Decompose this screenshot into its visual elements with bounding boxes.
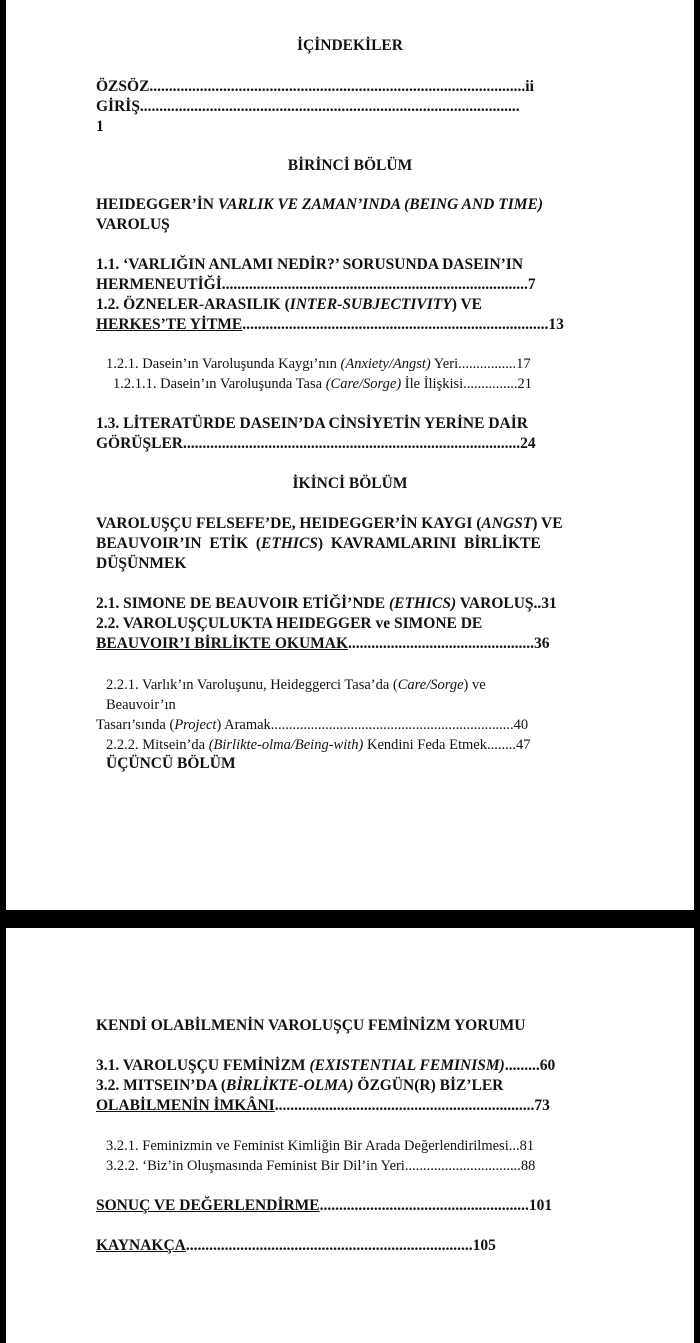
toc-entry-3-2-page: OLABİLMENİN İMKÂNI...................................................................73 bbox=[96, 1097, 550, 1114]
toc-entry-giris: GİRİŞ.................................................................................................. bbox=[96, 98, 520, 115]
part-two-heading: İKİNCİ BÖLÜM bbox=[292, 475, 408, 492]
part-two-title-line1: VAROLUŞÇU FELSEFE’DE, HEIDEGGER’İN KAYGI (ANGST) VE bbox=[96, 515, 563, 532]
part-three-heading: ÜÇÜNCÜ BÖLÜM bbox=[106, 755, 236, 772]
toc-entry-2-2: 2.2. VAROLUŞÇULUKTA HEIDEGGER ve SIMONE DE bbox=[96, 615, 483, 632]
toc-entry-1-2-1: 1.2.1. Dasein’ın Varoluşunda Kaygı’nın (Anxiety/Angst) Yeri................17 bbox=[106, 356, 531, 372]
toc-entry-3-2-2: 3.2.2. ‘Biz’in Oluşmasında Feminist Bir Dil’in Yeri................................88 bbox=[106, 1158, 536, 1174]
toc-entry-2-2-2: 2.2.2. Mitsein’da (Birlikte-olma/Being-with) Kendini Feda Etmek........47 bbox=[106, 737, 531, 753]
part-one-title: HEIDEGGER’İN VARLIK VE ZAMAN’INDA (BEING AND TIME) bbox=[96, 196, 544, 213]
toc-entry-2-2-1: 2.2.1. Varlık’ın Varoluşunu, Heideggerci Tasa’da (Care/Sorge) ve bbox=[106, 677, 486, 693]
toc-title: İÇİNDEKİLER bbox=[297, 37, 403, 54]
part-one-title-line2: VAROLUŞ bbox=[96, 216, 170, 233]
toc-entry-2-2-1-line3: Tasarı’sında (Project) Aramak...................................................................40 bbox=[96, 717, 529, 733]
toc-entry-3-1: 3.1. VAROLUŞÇU FEMİNİZM (EXISTENTIAL FEMINISM).........60 bbox=[96, 1057, 556, 1074]
document-page-2 bbox=[6, 928, 694, 1343]
toc-entry-kaynakca: KAYNAKÇA..........................................................................105 bbox=[96, 1237, 496, 1254]
toc-entry-sonuc: SONUÇ VE DEĞERLENDİRME......................................................101 bbox=[96, 1197, 553, 1214]
document-page-1 bbox=[6, 0, 694, 910]
toc-entry-2-2-page: BEAUVOIR’I BİRLİKTE OKUMAK................................................36 bbox=[96, 635, 550, 652]
part-one-heading: BİRİNCİ BÖLÜM bbox=[287, 157, 413, 174]
toc-entry-2-2-1-line2: Beauvoir’ın bbox=[106, 697, 176, 713]
part-two-title-line3: DÜŞÜNMEK bbox=[96, 555, 187, 572]
toc-entry-1-1: 1.1. ‘VARLIĞIN ANLAMI NEDİR?’ SORUSUNDA DASEIN’IN bbox=[96, 256, 524, 273]
toc-entry-1-2: 1.2. ÖZNELER-ARASILIK (INTER-SUBJECTIVITY) VE bbox=[96, 296, 482, 313]
part-three-title: KENDİ OLABİLMENİN VAROLUŞÇU FEMİNİZM YORUMU bbox=[96, 1017, 526, 1034]
toc-entry-ozsoz: ÖZSÖZ.................................................................................................ii bbox=[96, 78, 534, 95]
toc-entry-1-1-page: HERMENEUTİĞİ...............................................................................7 bbox=[96, 276, 536, 293]
toc-entry-3-2-1: 3.2.1. Feminizmin ve Feminist Kimliğin Bir Arada Değerlendirilmesi...81 bbox=[106, 1138, 535, 1154]
toc-entry-1-2-page: HERKES’TE YİTME...............................................................................13 bbox=[96, 316, 564, 333]
toc-entry-1-2-1-1: 1.2.1.1. Dasein’ın Varoluşunda Tasa (Care/Sorge) İle İlişkisi...............21 bbox=[113, 376, 533, 392]
toc-entry-3-2: 3.2. MITSEIN’DA (BİRLİKTE-OLMA) ÖZGÜN(R) BİZ’LER bbox=[96, 1077, 504, 1094]
part-two-title-line2: BEAUVOIR’IN ETİK (ETHICS) KAVRAMLARINI BİRLİKTE bbox=[96, 535, 541, 552]
toc-entry-giris-page: 1 bbox=[96, 118, 104, 135]
toc-entry-1-3: 1.3. LİTERATÜRDE DASEIN’DA CİNSİYETİN YERİNE DAİR bbox=[96, 415, 528, 432]
toc-entry-2-1: 2.1. SIMONE DE BEAUVOIR ETİĞİ’NDE (ETHICS) VAROLUŞ..31 bbox=[96, 595, 557, 612]
toc-entry-1-3-page: GÖRÜŞLER.......................................................................................24 bbox=[96, 435, 536, 452]
